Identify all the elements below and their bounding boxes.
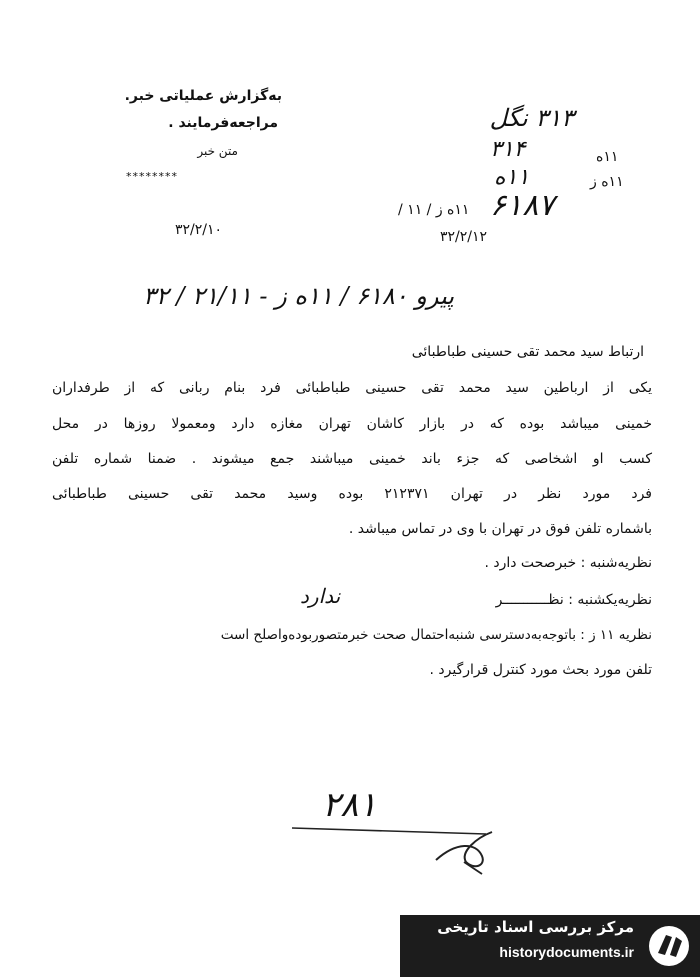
opinion-receiver-handwritten: ندارد bbox=[300, 584, 341, 608]
handwritten-line3-value: ۶۱۸۷ bbox=[490, 188, 555, 223]
right-date: ۳۲/۲/۱۲ bbox=[440, 229, 488, 245]
bottom-handwritten-number: ۲۸۱ bbox=[322, 785, 377, 825]
signature-mark bbox=[286, 812, 526, 882]
stars-line: ******** bbox=[126, 170, 178, 183]
text-label: متن خبر bbox=[197, 144, 238, 158]
refer-line: مراجعه‌فرمایند . bbox=[168, 115, 278, 131]
handwritten-line1-value: ۳۱۴ bbox=[490, 137, 526, 162]
body-line: کسب او اشخاصی که جزء باند خمینی میباشند جمع میشوند . ضمنا شماره تلفن bbox=[52, 451, 652, 467]
body-line: خمینی میباشد بوده که در بازار کاشان تهران مغازه دارد ومعمولا روزها در محل bbox=[52, 416, 652, 432]
archive-logo-icon bbox=[646, 923, 692, 969]
line3-label: ۱۱ه ز / ۱۱ / bbox=[398, 202, 470, 218]
line1-label: ۱۱ه bbox=[596, 149, 619, 165]
opinion-11z: نظریه ۱۱ ز : باتوجه‌به‌دسترسی شنبه‌احتمال صحت خبرمتصوربوده‌واصلح است bbox=[220, 627, 652, 643]
body-line-last: باشماره تلفن فوق در تهران با وی در تماس میباشد . bbox=[348, 521, 652, 537]
watermark-name: مرکز بررسی اسناد تاریخی bbox=[437, 918, 634, 936]
left-date: ۳۲/۲/۱۰ bbox=[175, 222, 223, 238]
subject-line: ارتباط سید محمد تقی حسینی طباطبائی bbox=[411, 344, 644, 360]
opinion-11z-continued: تلفن مورد بحث مورد کنترل قرار‌گیرد . bbox=[429, 662, 652, 678]
handwritten-line2-value: ۱۱ه bbox=[494, 165, 530, 190]
handwritten-top-note: ۳۱۳ نگل bbox=[489, 104, 574, 132]
opinion-receiver-label: نظریه‌یکشنبه : نظـــــــــــر bbox=[495, 592, 652, 608]
body-line: یکی از ارباطین سید محمد تقی حسینی طباطبائی فرد بنام ربانی که از طرفداران bbox=[52, 380, 652, 396]
opinion-source: نظریه‌شنبه : خبرصحت دارد . bbox=[484, 555, 652, 571]
handwritten-reference: پیرو ۶۱۸۰ / ۱۱ه ز - ۲۱/۱۱ / ۳۲ bbox=[143, 282, 455, 310]
line2-label: ۱۱ه ز bbox=[590, 174, 624, 190]
watermark-url: historydocuments.ir bbox=[499, 944, 634, 960]
report-title: به‌گزارش عملیاتی خبر. bbox=[124, 88, 282, 104]
body-line: فرد مورد نظر در تهران ۲۱۲۳۷۱ بوده وسید محمد تقی حسینی طباطبائی bbox=[52, 486, 652, 502]
